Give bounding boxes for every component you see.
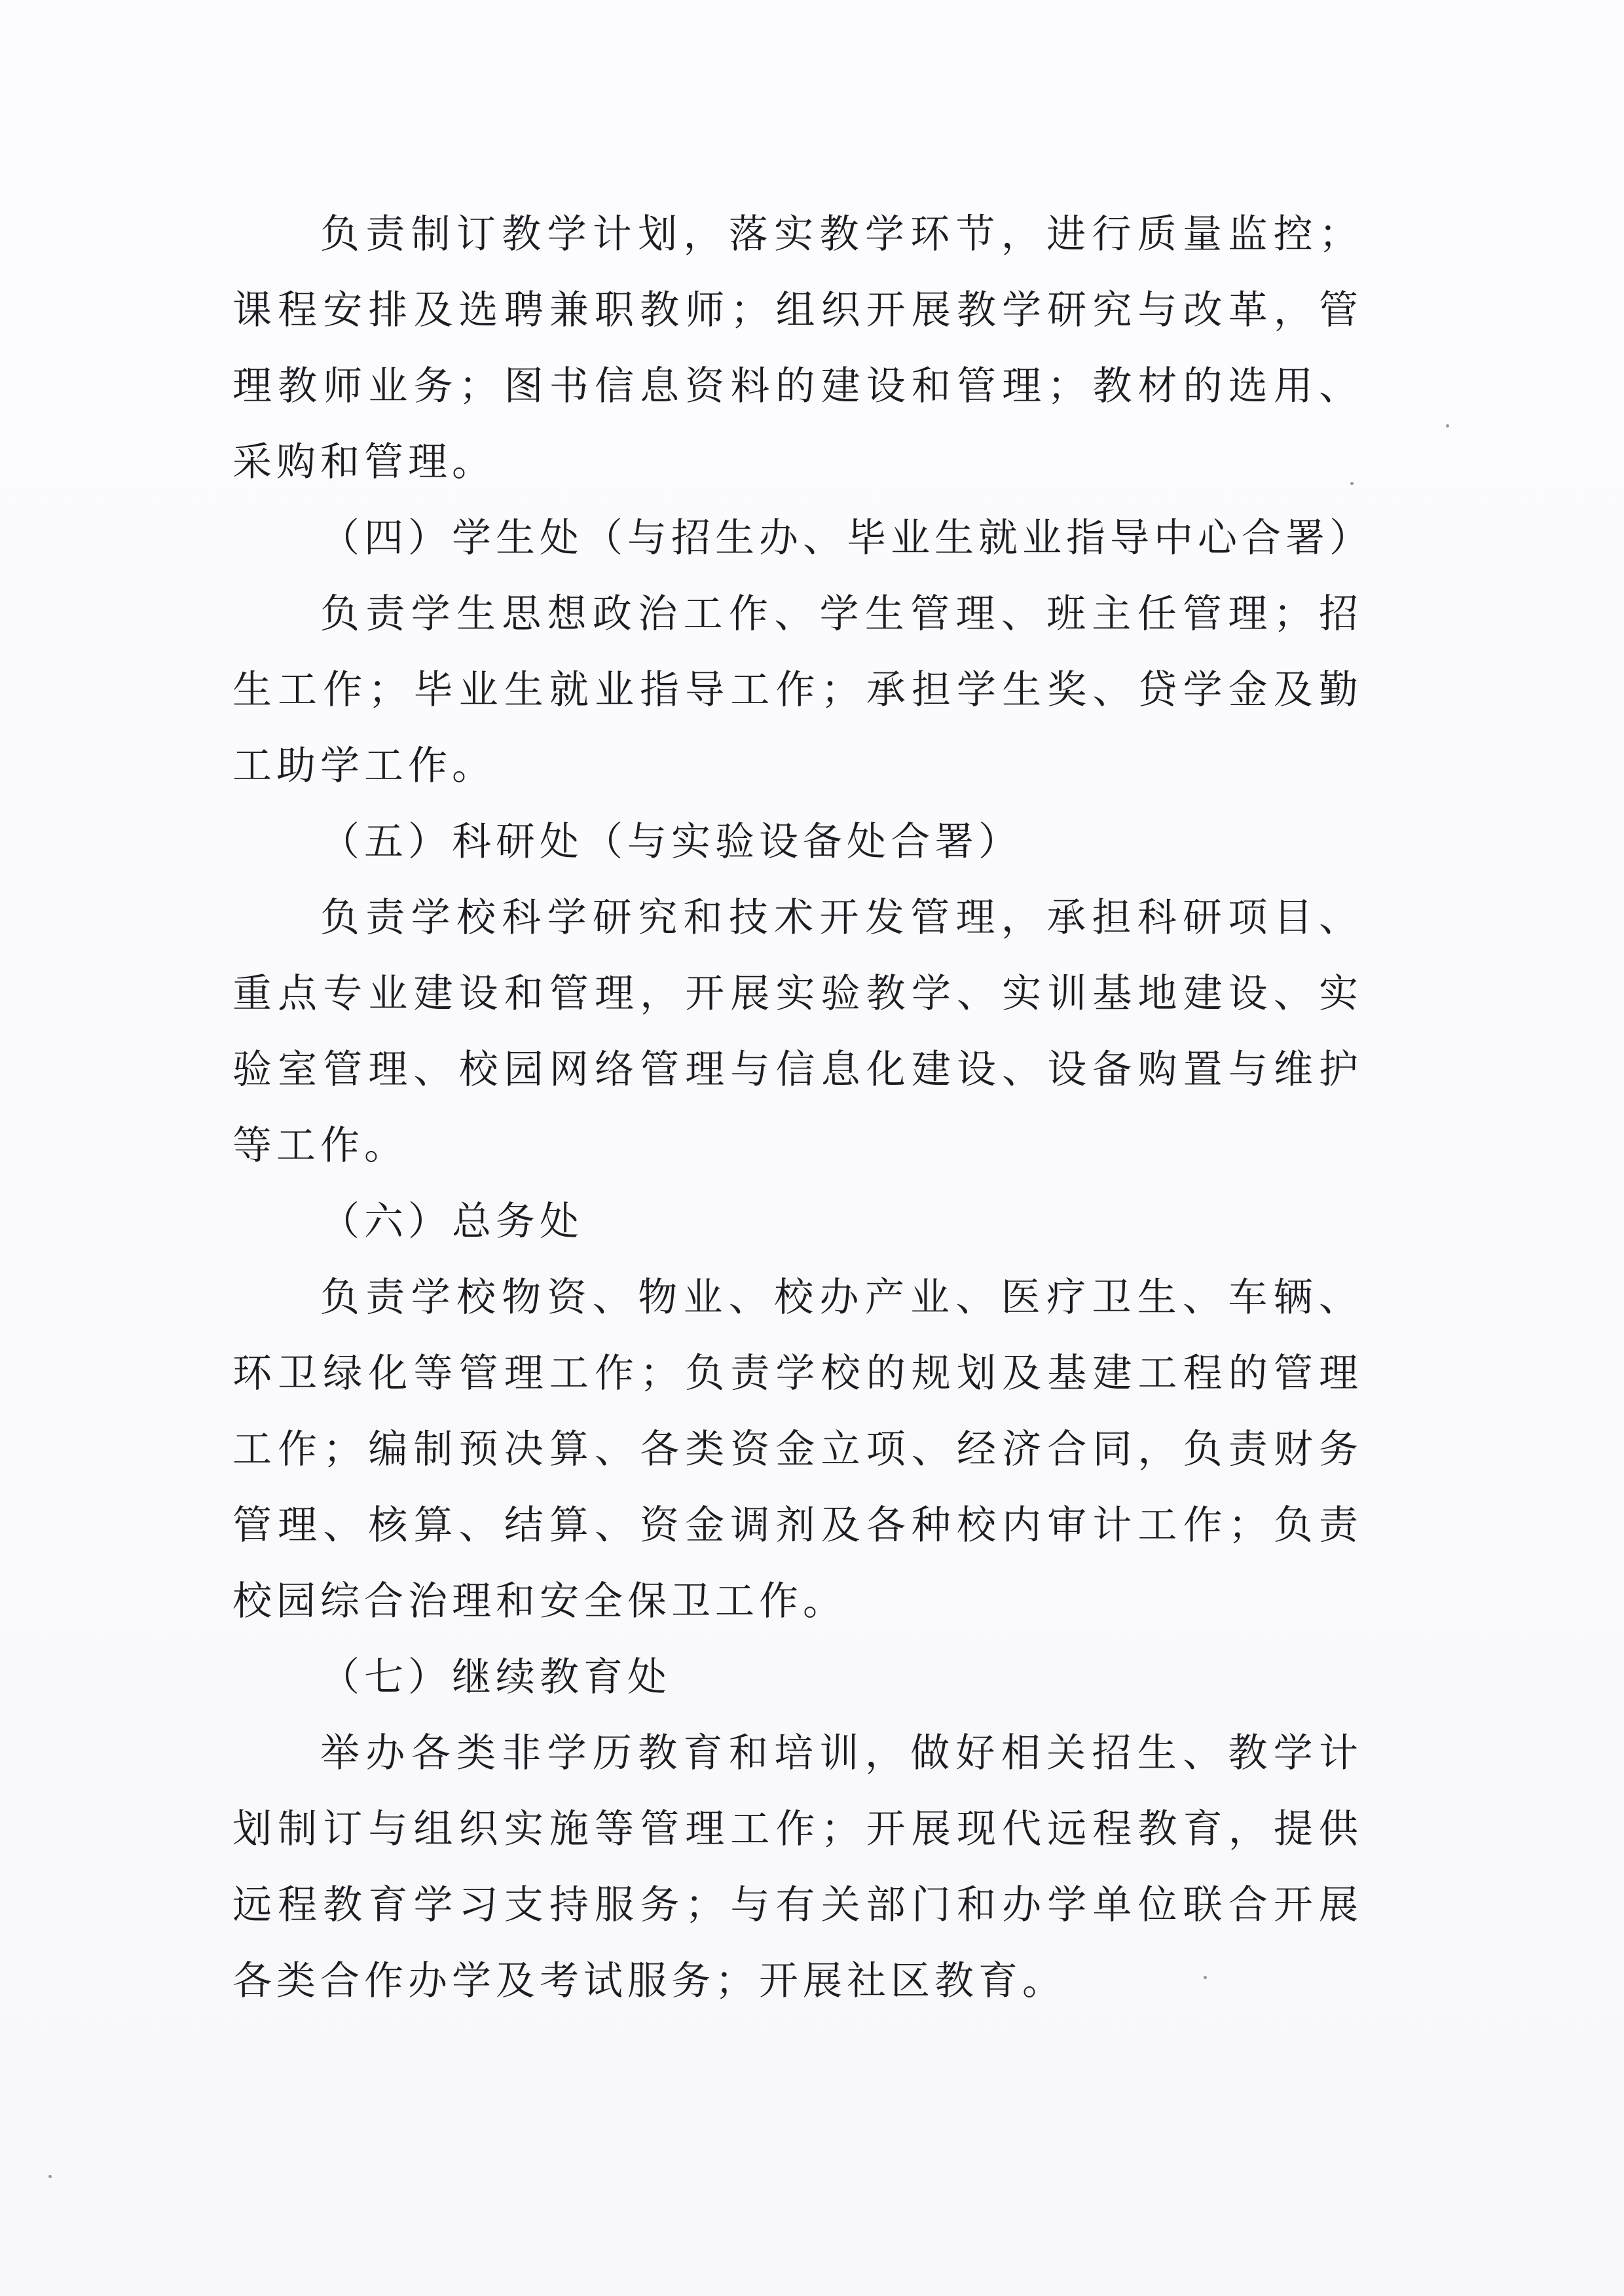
scan-speck	[48, 2175, 52, 2178]
scan-speck	[1446, 424, 1449, 428]
paragraph-research-duties: 负责学校科学研究和技术开发管理，承担科研项目、重点专业建设和管理，开展实验教学、实训基地建设、实验室管理、校园网络管理与信息化建设、设备购置与维护等工作。	[232, 895, 1363, 1169]
document-body	[232, 196, 1373, 2019]
heading-continuing-education-office: （七）继续教育处	[320, 1654, 671, 1700]
paragraph-general-affairs-duties: 负责学校物资、物业、校办产业、医疗卫生、车辆、环卫绿化等管理工作；负责学校的规划及基建工程的管理工作；编制预决算、各类资金立项、经济合同，负责财务管理、核算、结算、资金调剂及各种校内审计工作；负责校园综合治理和安全保卫工作。	[232, 1275, 1363, 1624]
paragraph-continuing-education-duties: 举办各类非学历教育和培训，做好相关招生、教学计划制订与组织实施等管理工作；开展现代远程教育，提供远程教育学习支持服务；与有关部门和办学单位联合开展各类合作办学及考试服务；开展社区教育。	[232, 1730, 1363, 2004]
heading-student-affairs-office: （四）学生处（与招生办、毕业生就业指导中心合署）	[320, 515, 1373, 561]
heading-general-affairs-office: （六）总务处	[320, 1199, 583, 1245]
paragraph-academic-affairs-duties: 负责制订教学计划，落实教学环节，进行质量监控；课程安排及选聘兼职教师；组织开展教学研究与改革，管理教师业务；图书信息资料的建设和管理；教材的选用、采购和管理。	[232, 211, 1363, 485]
paragraph-student-affairs-duties: 负责学生思想政治工作、学生管理、班主任管理；招生工作；毕业生就业指导工作；承担学生奖、贷学金及勤工助学工作。	[232, 591, 1363, 789]
scan-speck	[1204, 1976, 1207, 1979]
heading-research-office: （五）科研处（与实验设备处合署）	[320, 819, 1022, 865]
scan-speck	[1350, 482, 1354, 485]
